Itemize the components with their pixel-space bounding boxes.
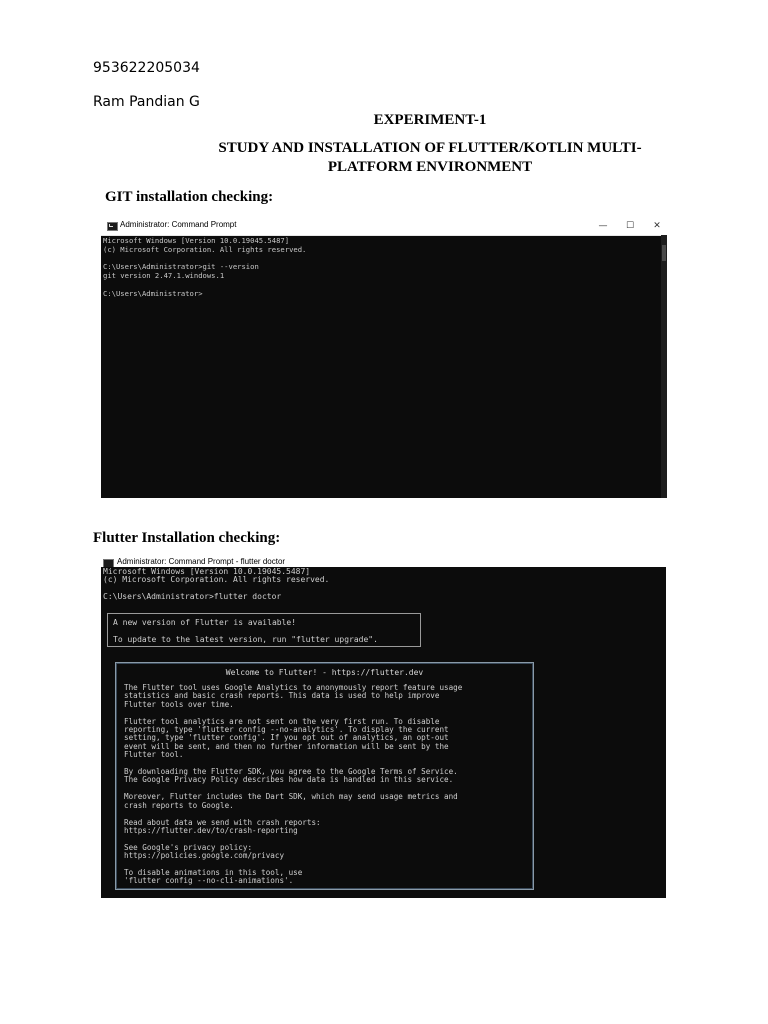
- scrollbar: [661, 235, 667, 498]
- welcome-line: See Google's privacy policy:: [124, 842, 253, 852]
- welcome-line: https://flutter.dev/to/crash-reporting: [124, 825, 298, 835]
- welcome-line: https://policies.google.com/privacy: [124, 851, 285, 861]
- upgrade-notice-line: To update to the latest version, run "flutter upgrade".: [113, 635, 378, 644]
- experiment-title-line2: PLATFORM ENVIRONMENT: [327, 159, 533, 175]
- terminal-line: (c) Microsoft Corporation. All rights reserved.: [103, 575, 330, 585]
- welcome-line: Flutter tool analytics are not sent on the very first run. To disable: [124, 716, 440, 726]
- experiment-number: EXPERIMENT-1: [373, 112, 487, 128]
- terminal-line: C:\Users\Administrator>git --version: [103, 262, 259, 272]
- welcome-line: crash reports to Google.: [124, 800, 234, 810]
- maximize-icon: ☐: [625, 221, 635, 231]
- terminal-line: C:\Users\Administrator>: [103, 288, 203, 298]
- welcome-line: 'flutter config --no-cli-animations'.: [124, 876, 294, 886]
- flutter-section-heading: Flutter Installation checking:: [93, 530, 281, 546]
- terminal-output: [103, 568, 329, 602]
- window-titlebar: [101, 217, 667, 236]
- terminal-line: C:\Users\Administrator>flutter doctor: [103, 592, 282, 602]
- welcome-box: [115, 662, 534, 890]
- window-title: Administrator: Command Prompt: [120, 220, 237, 229]
- welcome-line: Flutter tools over time.: [124, 699, 234, 709]
- welcome-line: The Google Privacy Policy describes how data is handled in this service.: [124, 775, 454, 785]
- welcome-body: [124, 684, 462, 886]
- terminal-line: Microsoft Windows [Version 10.0.19045.5487]: [103, 236, 290, 245]
- welcome-line: Flutter tool.: [124, 750, 184, 760]
- flutter-command-prompt-screenshot: [101, 567, 666, 898]
- upgrade-notice-box: [107, 613, 421, 647]
- welcome-line: reporting, type 'flutter config --no-analytics'. To display the current: [124, 725, 449, 735]
- welcome-line: Moreover, Flutter includes the Dart SDK, which may send usage metrics and: [124, 792, 458, 802]
- register-number: 953622205034: [93, 60, 200, 76]
- git-section-heading: GIT installation checking:: [105, 189, 274, 205]
- welcome-line: statistics and basic crash reports. This data is used to help improve: [124, 691, 440, 701]
- welcome-line: The Flutter tool uses Google Analytics to anonymously report feature usage: [124, 683, 463, 692]
- window-title: Administrator: Command Prompt - flutter doctor: [117, 557, 286, 566]
- student-name: Ram Pandian G: [93, 94, 200, 110]
- git-command-prompt-screenshot: [101, 217, 667, 498]
- terminal-line: (c) Microsoft Corporation. All rights reserved.: [103, 244, 307, 254]
- close-icon: ✕: [653, 221, 661, 231]
- minimize-icon: —: [598, 221, 608, 231]
- command-prompt-icon: [107, 222, 118, 231]
- experiment-title-line1: STUDY AND INSTALLATION OF FLUTTER/KOTLIN MULTI-: [218, 140, 642, 156]
- welcome-line: By downloading the Flutter SDK, you agree to the Google Terms of Service.: [124, 767, 458, 777]
- welcome-line: event will be sent, and then no further information will be sent by the: [124, 741, 449, 751]
- welcome-title: Welcome to Flutter! - https://flutter.dev: [225, 668, 424, 677]
- welcome-line: setting, type 'flutter config'. If you opt out of analytics, an opt-out: [124, 733, 449, 743]
- welcome-line: To disable animations in this tool, use: [124, 867, 303, 877]
- terminal-line: Microsoft Windows [Version 10.0.19045.5487]: [103, 567, 311, 576]
- terminal-output: [103, 237, 659, 496]
- welcome-line: Read about data we send with crash reports:: [124, 817, 321, 827]
- upgrade-notice-line: A new version of Flutter is available!: [113, 618, 297, 627]
- terminal-line: git version 2.47.1.windows.1: [103, 271, 225, 281]
